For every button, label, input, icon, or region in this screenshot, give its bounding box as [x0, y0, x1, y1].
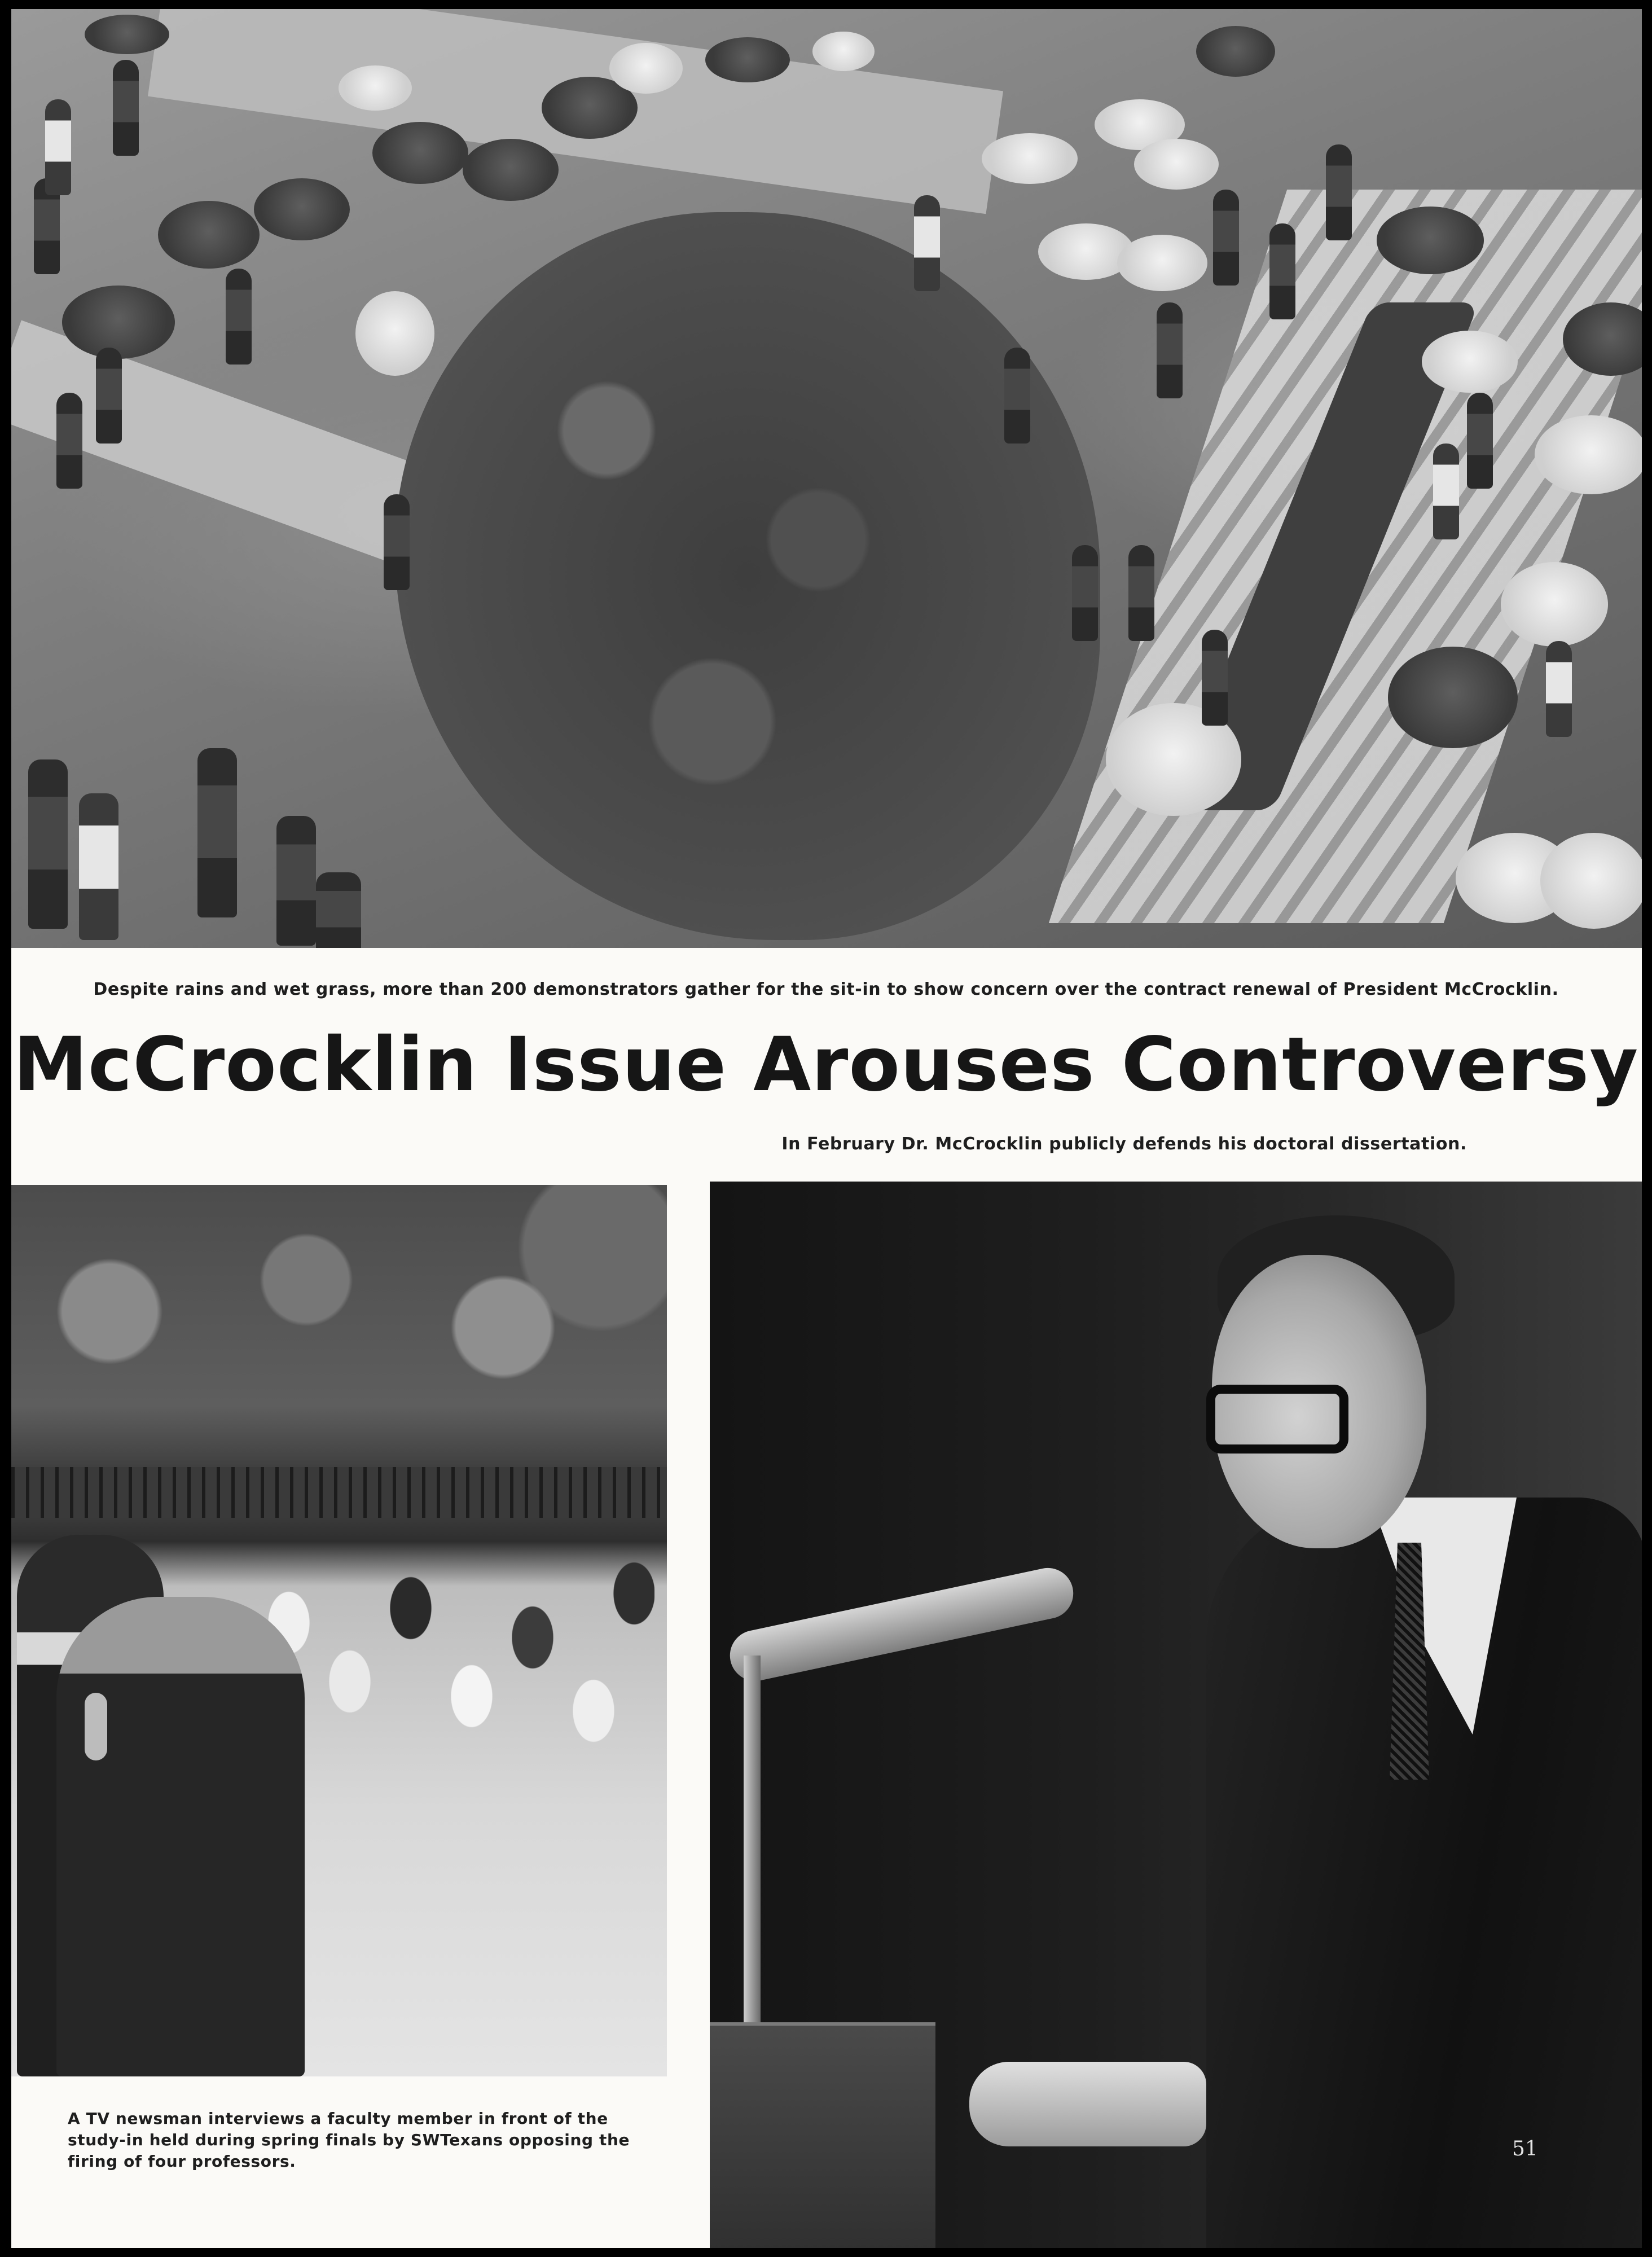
- faculty-member: [56, 1597, 305, 2076]
- umbrella: [1540, 833, 1642, 929]
- demonstrator: [1004, 348, 1030, 444]
- lectern: [710, 2022, 935, 2248]
- iron-fence: [11, 1467, 667, 1518]
- umbrella: [254, 178, 350, 240]
- demonstrator: [1433, 444, 1459, 539]
- umbrella: [982, 133, 1078, 184]
- umbrella: [609, 43, 683, 94]
- tree: [395, 212, 1100, 940]
- demonstrator: [1467, 393, 1493, 489]
- umbrella: [355, 291, 434, 376]
- demonstrator: [1157, 302, 1183, 398]
- top-photo-caption: Despite rains and wet grass, more than 200 demonstrators gather for the sit-in to show concern over the contract renewal of President McCrocklin.: [93, 980, 1559, 999]
- tv-newsman-interview-photo: [11, 1185, 667, 2076]
- microphone-stand: [744, 1656, 761, 2039]
- demonstrator: [316, 872, 361, 948]
- umbrella: [1422, 331, 1518, 393]
- umbrella: [463, 139, 559, 201]
- umbrella: [1117, 235, 1207, 291]
- demonstrator: [914, 195, 940, 291]
- umbrella: [1388, 647, 1518, 748]
- umbrella: [62, 286, 175, 359]
- umbrella: [372, 122, 468, 184]
- umbrella: [1377, 207, 1484, 274]
- demonstrator: [1072, 545, 1098, 641]
- demonstrator: [79, 793, 118, 940]
- umbrella: [812, 32, 875, 71]
- eyeglasses-icon: [1206, 1385, 1348, 1454]
- trees: [11, 1185, 667, 1501]
- microphone-icon: [725, 1564, 1078, 1686]
- demonstrator: [1546, 641, 1572, 737]
- page-headline: McCrocklin Issue Arouses Controversy: [13, 1021, 1639, 1108]
- demonstrator: [197, 748, 237, 917]
- demonstrator: [276, 816, 316, 946]
- speaker-hand: [969, 2062, 1206, 2146]
- umbrella: [85, 15, 169, 54]
- demonstrator: [226, 269, 252, 365]
- demonstrator: [1128, 545, 1154, 641]
- left-photo-caption: A TV newsman interviews a faculty member in front of the study-in held during spring finals by SWTexans opposing the firing of four professors.: [68, 2109, 630, 2171]
- mccrocklin-speaking-photo: [710, 1182, 1642, 2248]
- right-photo-caption: In February Dr. McCrocklin publicly defends his doctoral dissertation.: [781, 1134, 1467, 1154]
- demonstrator: [384, 494, 410, 590]
- umbrella: [158, 201, 260, 269]
- demonstrator: [28, 759, 68, 929]
- microphone-icon: [85, 1693, 107, 1760]
- sit-in-demonstrators-photo: [11, 9, 1642, 948]
- umbrella: [1501, 562, 1608, 647]
- demonstrator: [45, 99, 71, 195]
- umbrella: [1134, 139, 1219, 190]
- umbrella: [339, 65, 412, 111]
- demonstrator: [1326, 144, 1352, 240]
- umbrella: [1535, 415, 1642, 494]
- umbrella: [705, 37, 790, 82]
- demonstrator: [1269, 223, 1295, 319]
- demonstrator: [96, 348, 122, 444]
- demonstrator: [1213, 190, 1239, 286]
- demonstrator: [113, 60, 139, 156]
- demonstrator: [1202, 630, 1228, 726]
- umbrella: [1196, 26, 1275, 77]
- seated-students: [248, 1535, 654, 1828]
- demonstrator: [56, 393, 82, 489]
- page-number: 51: [1512, 2137, 1538, 2161]
